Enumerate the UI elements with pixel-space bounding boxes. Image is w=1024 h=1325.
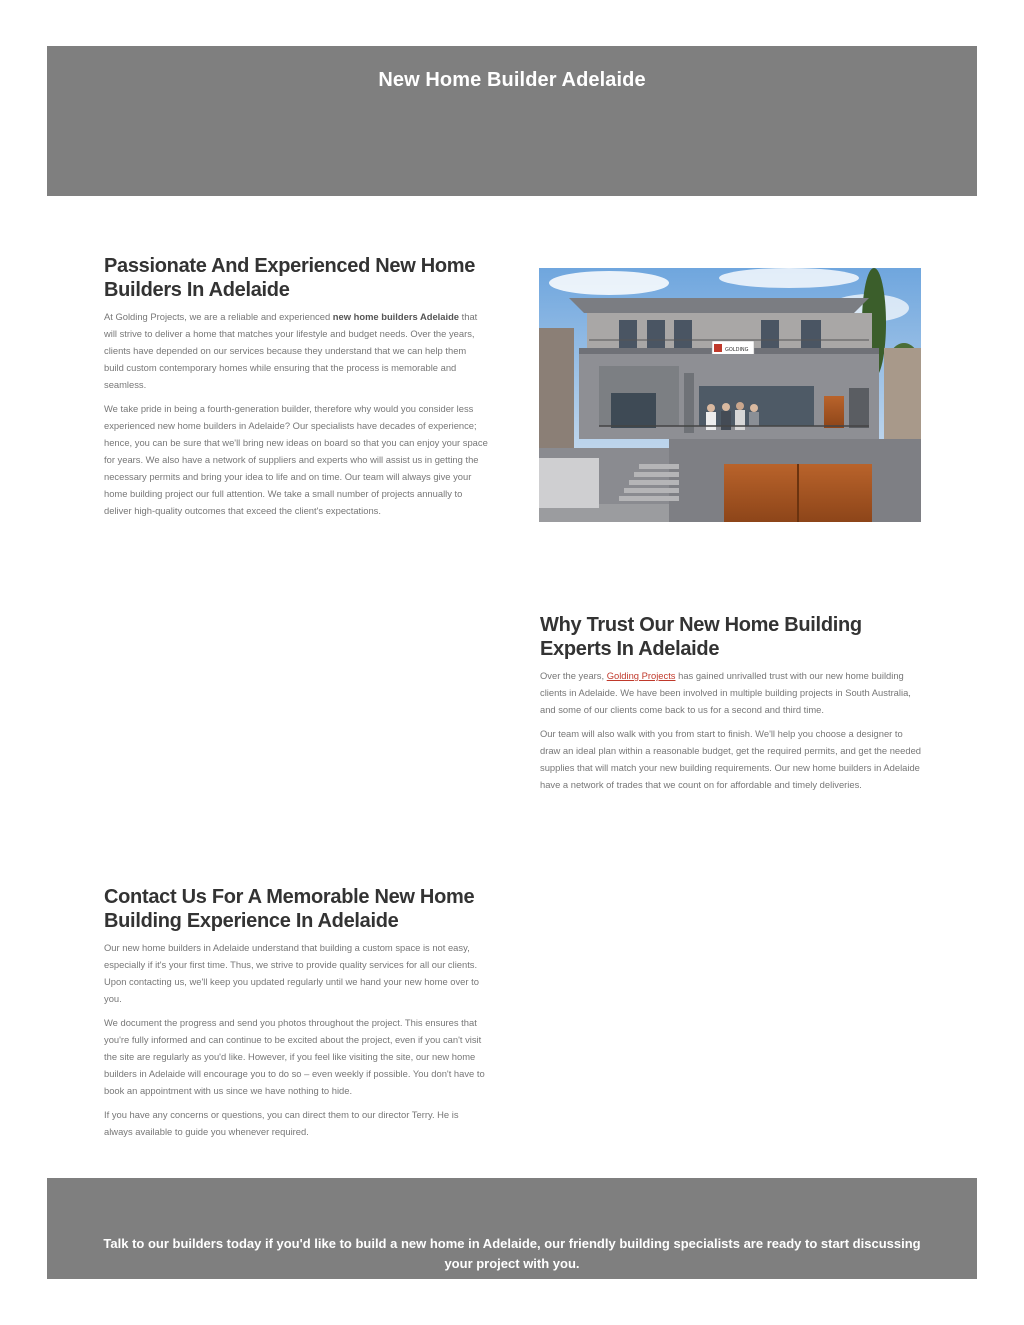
section-paragraph: We document the progress and send you photos throughout the project. This ensures that you're fully informed and can continue to be excited about the project, even if you can't visit the site are regularly as you'd like. However, if you feel like visiting the site, our new home builders in Adelaide will encourage you to do so – even weekly if possible. You don't have to book an appointment with us since we have nothing to hide. [104, 1017, 485, 1096]
footer-cta-banner [47, 1178, 977, 1279]
section-heading: Passionate And Experienced New Home Builders In Adelaide [104, 255, 476, 301]
house-photo [539, 268, 921, 522]
section-heading: Contact Us For A Memorable New Home Building Experience In Adelaide [104, 886, 475, 932]
section-paragraph: Our new home builders in Adelaide understand that building a custom space is not easy, especially if it's your first time. Thus, we strive to provide quality services for all our clients. Upon contacting us, we'll keep you updated regularly until we hand your new home over to you. [104, 942, 479, 1004]
section-why-trust [540, 613, 922, 793]
section-paragraph: We take pride in being a fourth-generation builder, therefore why would you consider less experienced new home builders in Adelaide? Our specialists have decades of experience; hence, you can be sure that we'll bring new ideas on board so that you can enjoy your space for years. We also have a network of suppliers and experts who will assist us in getting the necessary permits and bring your idea to life and on time. Our team will always give your home building project our full attention. We take a small number of projects annually to deliver high-quality outcomes that exceed the client's expectations. [104, 403, 488, 516]
section-paragraph: Over the years, Golding Projects has gained unrivalled trust with our new home building clients in Adelaide. We have been involved in multiple building projects in South Australia, and some of our clients come back to us for a second and third time. [540, 670, 911, 715]
section-passionate-builders [104, 254, 488, 519]
page-title: New Home Builder Adelaide [378, 69, 646, 91]
bold-keyword: new home builders Adelaide [332, 311, 460, 322]
section-contact-us [104, 885, 488, 1140]
section-paragraph: If you have any concerns or questions, you can direct them to our director Terry. He is always available to guide you whenever required. [104, 1109, 459, 1137]
section-paragraph: Our team will also walk with you from start to finish. We'll help you choose a designer to draw an ideal plan within a reasonable budget, get the required permits, and get the needed supplies that will match your new building requirements. Our new home builders in Adelaide have a network of trades that we count on for affordable and timely deliveries. [540, 728, 921, 790]
section-paragraph: At Golding Projects, we are a reliable and experienced new home builders Adelaide that will strive to deliver a home that matches your lifestyle and budget needs. Over the years, clients have depended on our services because they understand that we can help them build custom contemporary homes while ensuring that the process is memorable and seamless. [104, 311, 478, 390]
sign-text: GOLDING [725, 347, 749, 353]
cta-text: Talk to our builders today if you'd like to build a new home in Adelaide, our friendly building specialists are ready to start discussing your project with you. [103, 1236, 921, 1271]
golding-projects-link[interactable]: Golding Projects [606, 670, 676, 681]
header-banner [47, 46, 977, 196]
section-heading: Why Trust Our New Home Building Experts In Adelaide [540, 614, 862, 660]
